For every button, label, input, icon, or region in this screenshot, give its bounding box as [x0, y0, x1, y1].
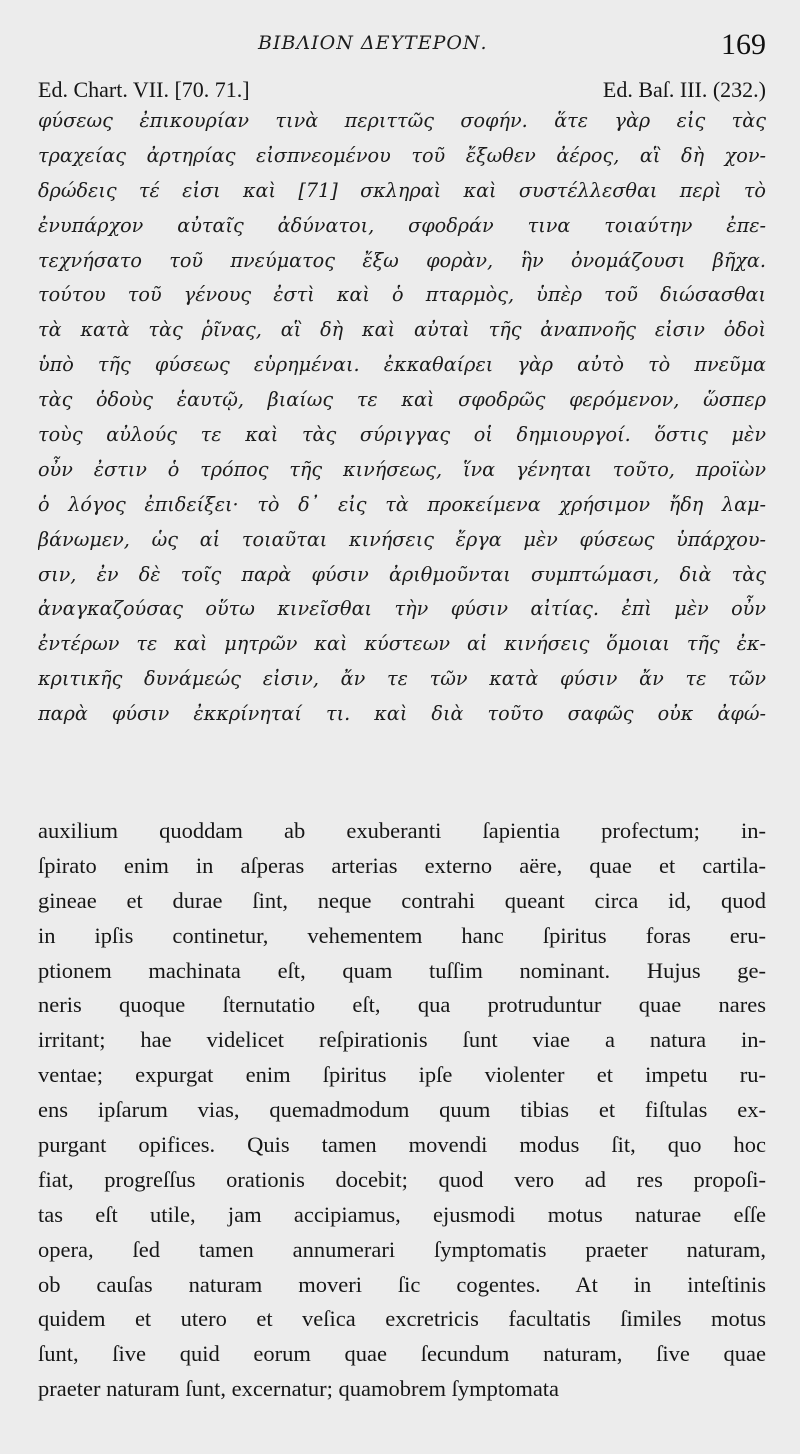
greek-line: ἀναγκαζούσας οὕτω κινεῖσθαι τὴν φύσιν αἰτίας. ἐπὶ μὲν οὖν — [38, 597, 766, 621]
edition-reference-chartier: Ed. Chart. VII. [70. 71.] — [38, 77, 250, 102]
latin-line: quidem et utero et veſica excretricis facultatis ſimiles motus — [38, 1306, 766, 1332]
latin-line: fiat, progreſſus orationis docebit; quod vero ad res propoſi- — [38, 1166, 766, 1192]
page-number: 169 — [721, 28, 766, 61]
latin-line: purgant opifices. Quis tamen movendi modus ſit, quo hoc — [38, 1132, 766, 1158]
latin-line: ſpirato enim in aſperas arterias externo aëre, quae et cartila- — [38, 852, 766, 878]
running-head — [0, 28, 800, 62]
greek-line: ὑπὸ τῆς φύσεως εὑρημέναι. ἐκκαθαίρει γὰρ αὐτὸ τὸ πνεῦμα — [38, 353, 766, 377]
greek-line: τὰ κατὰ τὰς ῥῖνας, αἳ δὴ καὶ αὐταὶ τῆς ἀναπνοῆς εἰσιν ὁδοὶ — [38, 318, 766, 342]
edition-reference-line — [38, 77, 766, 103]
greek-line: ὁ λόγος ἐπιδείξει· τὸ δ᾽ εἰς τὰ προκείμενα χρήσιμον ἤδη λαμ- — [38, 492, 766, 516]
greek-line: σιν, ἐν δὲ τοῖς παρὰ φύσιν ἀριθμοῦνται συμπτώμασι, διὰ τὰς — [38, 562, 766, 586]
greek-line: ἐνυπάρχον αὐταῖς ἀδύνατοι, σφοδράν τινα τοιαύτην ἐπε- — [38, 213, 766, 237]
latin-line: praeter naturam ſunt, excernatur; quamobrem ſymptomata — [38, 1376, 560, 1402]
running-head-title: ΒΙΒΛΙΟΝ ΔΕΥΤΕΡΟΝ. — [258, 32, 488, 54]
greek-line: κριτικῆς δυνάμεώς εἰσιν, ἄν τε τῶν κατὰ φύσιν ἄν τε τῶν — [38, 667, 766, 691]
latin-line: in ipſis continetur, vehementem hanc ſpiritus foras eru- — [38, 922, 766, 948]
greek-line: παρὰ φύσιν ἐκκρίνηταί τι. καὶ διὰ τοῦτο σαφῶς οὐκ ἀφώ- — [38, 702, 766, 726]
greek-line: βάνωμεν, ὡς αἱ τοιαῦται κινήσεις ἔργα μὲν φύσεως ὑπάρχου- — [38, 527, 766, 551]
greek-line: τὰς ὁδοὺς ἑαυτῷ, βιαίως τε καὶ σφοδρῶς φερόμενον, ὥσπερ — [38, 388, 766, 412]
latin-line: auxilium quoddam ab exuberanti ſapientia profectum; in- — [38, 818, 766, 843]
latin-line: opera, ſed tamen annumerari ſymptomatis praeter naturam, — [38, 1236, 766, 1262]
latin-line: irritant; hae videlicet reſpirationis ſunt viae a natura in- — [38, 1027, 766, 1053]
greek-line: τραχείας ἀρτηρίας εἰσπνεομένου τοῦ ἔξωθεν ἀέρος, αἳ δὴ χον- — [38, 143, 766, 167]
greek-line: τοὺς αὐλούς τε καὶ τὰς σύριγγας οἱ δημιουργοί. ὅστις μὲν — [38, 423, 766, 447]
greek-line: φύσεως ἐπικουρίαν τινὰ περιττῶς σοφήν. ἅτε γὰρ εἰς τὰς — [38, 109, 766, 132]
latin-line: gineae et durae ſint, neque contrahi queant circa id, quod — [38, 887, 766, 913]
greek-line: τούτου τοῦ γένους ἐστὶ καὶ ὁ πταρμὸς, ὑπὲρ τοῦ διώσασθαι — [38, 283, 766, 307]
greek-line: δρώδεις τέ εἰσι καὶ [71] σκληραὶ καὶ συστέλλεσθαι περὶ τὸ — [38, 178, 766, 202]
latin-line: neris quoque ſternutatio eſt, qua protruduntur quae nares — [38, 992, 766, 1018]
latin-line: ſunt, ſive quid eorum quae ſecundum naturam, ſive quae — [38, 1341, 766, 1367]
latin-line: ob cauſas naturam moveri ſic cogentes. At in inteſtinis — [38, 1271, 766, 1297]
greek-text-block — [38, 104, 766, 732]
latin-text-block — [38, 814, 766, 1407]
greek-line: οὖν ἐστιν ὁ τρόπος τῆς κινήσεως, ἵνα γένηται τοῦτο, προϊὼν — [38, 457, 766, 481]
latin-line: ventae; expurgat enim ſpiritus ipſe violenter et impetu ru- — [38, 1062, 766, 1088]
latin-line: ptionem machinata eſt, quam tuſſim nominant. Hujus ge- — [38, 957, 766, 983]
latin-line: tas eſt utile, jam accipiamus, ejusmodi motus naturae eſſe — [38, 1201, 766, 1227]
edition-reference-basel: Ed. Baſ. III. (232.) — [602, 77, 766, 102]
greek-line: ἐντέρων τε καὶ μητρῶν καὶ κύστεων αἱ κινήσεις ὅμοιαι τῆς ἐκ- — [38, 632, 766, 656]
latin-line: ens ipſarum vias, quemadmodum quum tibias et fiſtulas ex- — [38, 1097, 766, 1123]
greek-line: τεχνήσατο τοῦ πνεύματος ἔξω φορὰν, ἣν ὀνομάζουσι βῆχα. — [38, 248, 766, 272]
